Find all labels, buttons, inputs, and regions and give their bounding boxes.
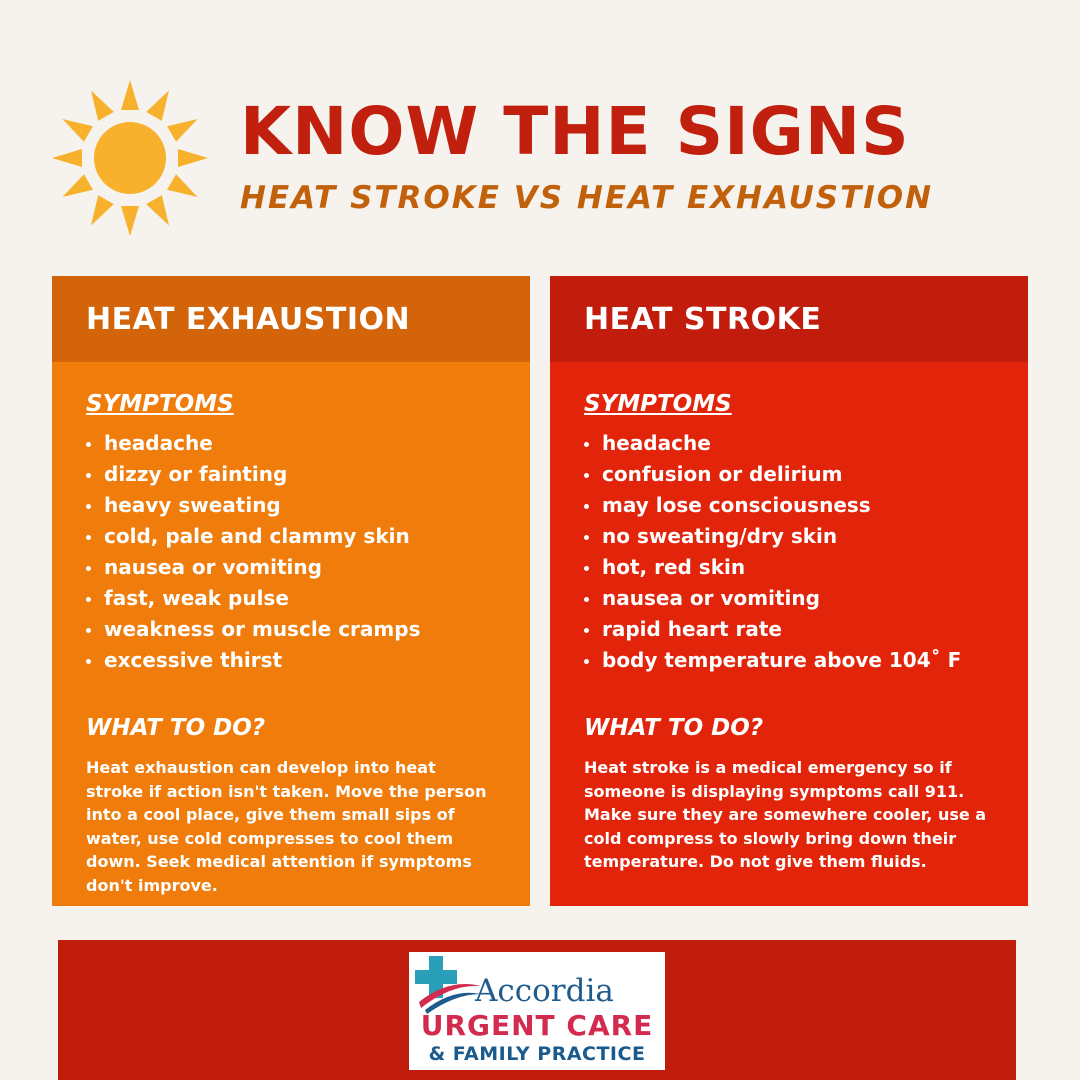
list-item: may lose consciousness xyxy=(584,490,994,521)
heat-stroke-body xyxy=(550,362,1028,874)
accordia-logo[interactable] xyxy=(409,952,665,1070)
page-subtitle: HEAT STROKE VS HEAT EXHAUSTION xyxy=(240,180,934,216)
symptoms-label: SYMPTOMS xyxy=(584,391,732,417)
list-item: confusion or delirium xyxy=(584,459,994,490)
what-to-do-text: Heat stroke is a medical emergency so if someone is displaying symptoms call 911. Make sure they are somewhere cooler, use a cold compress to slowly bring down their temperature. Do not give them fluids. xyxy=(584,758,987,871)
list-item: excessive thirst xyxy=(86,645,496,676)
logo-name: Accordia xyxy=(475,973,614,1009)
logo-family-practice: & FAMILY PRACTICE xyxy=(428,1043,646,1065)
symptoms-label: SYMPTOMS xyxy=(86,391,234,417)
heat-exhaustion-body xyxy=(52,362,530,897)
heat-stroke-panel xyxy=(550,276,1028,906)
symptom-list xyxy=(584,428,994,676)
list-item: headache xyxy=(584,428,994,459)
list-item: rapid heart rate xyxy=(584,614,994,645)
list-item: heavy sweating xyxy=(86,490,496,521)
list-item: body temperature above 104˚ F xyxy=(584,645,994,676)
list-item: weakness or muscle cramps xyxy=(86,614,496,645)
list-item: hot, red skin xyxy=(584,552,994,583)
what-to-do-label: WHAT TO DO? xyxy=(86,715,266,741)
list-item: nausea or vomiting xyxy=(584,583,994,614)
heat-exhaustion-panel xyxy=(52,276,530,906)
list-item: cold, pale and clammy skin xyxy=(86,521,496,552)
heat-exhaustion-heading: HEAT EXHAUSTION xyxy=(52,276,530,362)
heat-stroke-heading: HEAT STROKE xyxy=(550,276,1028,362)
logo-urgent-care: URGENT CARE xyxy=(420,1009,654,1042)
list-item: nausea or vomiting xyxy=(86,552,496,583)
list-item: no sweating/dry skin xyxy=(584,521,994,552)
symptom-list xyxy=(86,428,496,676)
what-to-do-label: WHAT TO DO? xyxy=(584,715,764,741)
list-item: dizzy or fainting xyxy=(86,459,496,490)
list-item: fast, weak pulse xyxy=(86,583,496,614)
sun-icon xyxy=(40,78,220,238)
list-item: headache xyxy=(86,428,496,459)
page-title: KNOW THE SIGNS xyxy=(240,93,910,170)
what-to-do-text: Heat exhaustion can develop into heat stroke if action isn't taken. Move the person into a cool place, give them small sips of water, use cold compresses to cool them down. Seek medical attention if symptoms don't improve. xyxy=(86,758,487,895)
medical-cross-icon xyxy=(415,956,481,1016)
